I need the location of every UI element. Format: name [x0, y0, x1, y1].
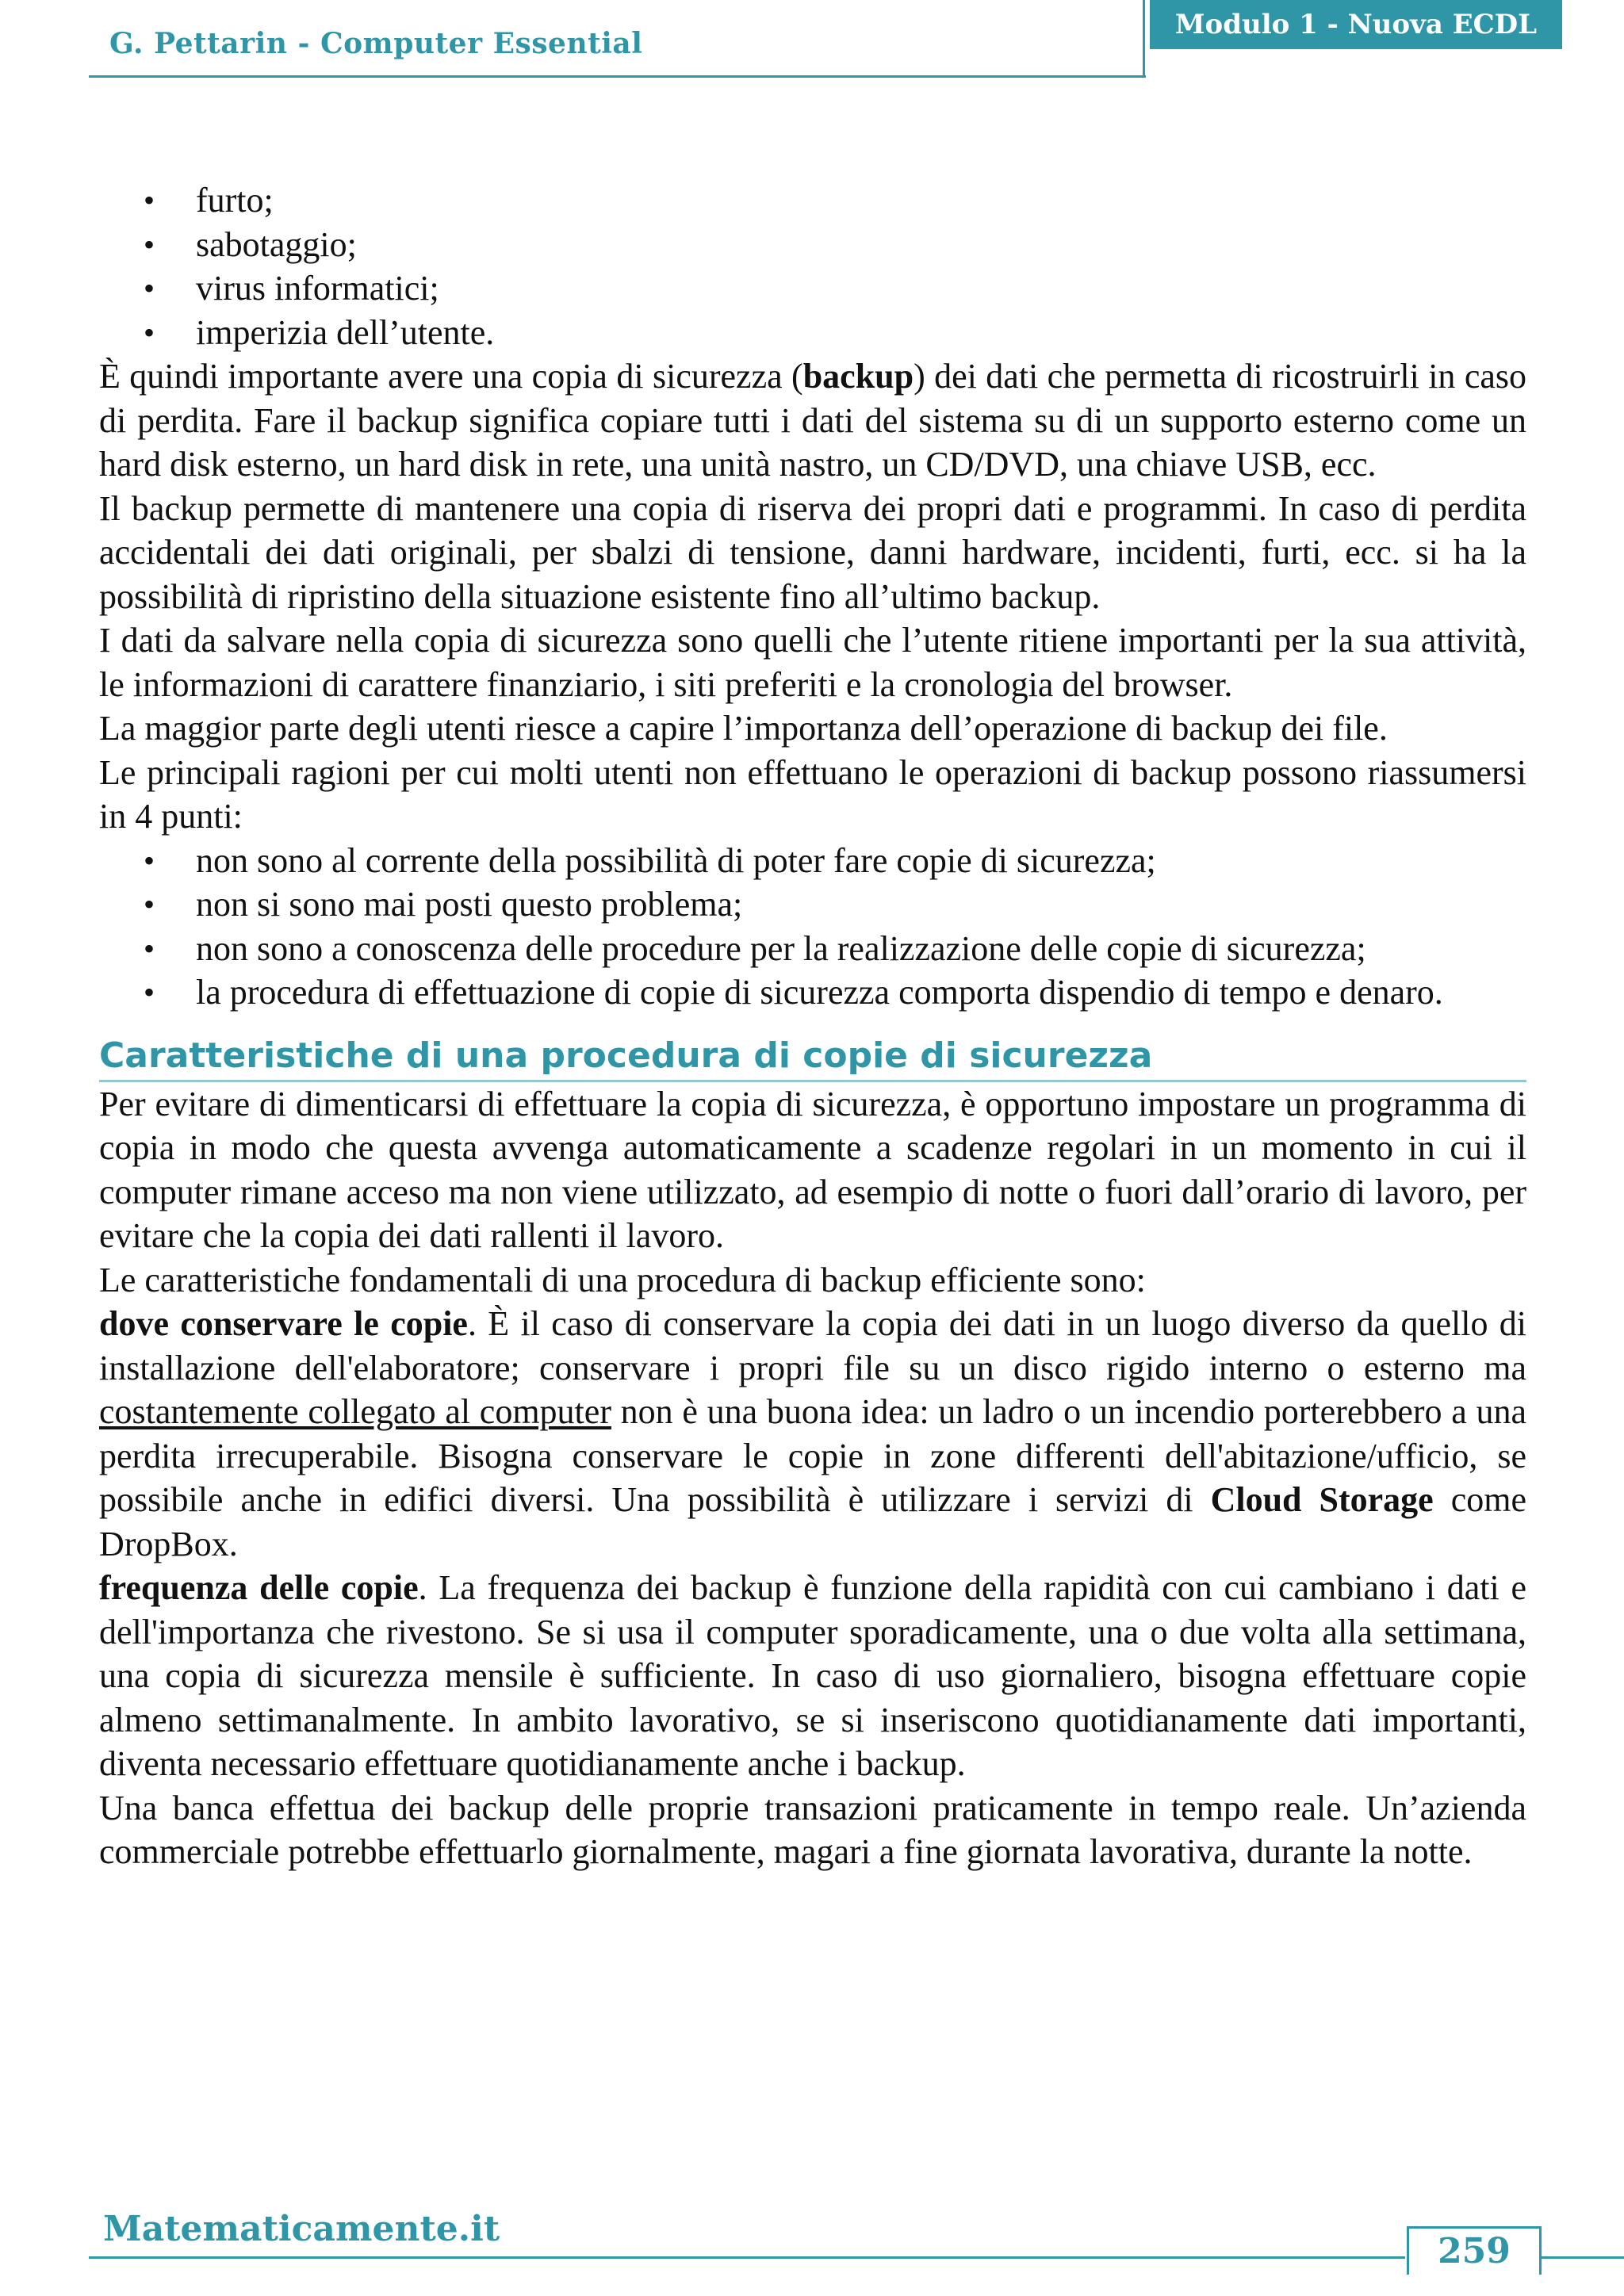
list-item: • non sono a conoscenza delle procedure per la realizzazione delle copie di sicurezza;	[99, 927, 1526, 971]
reasons-list	[99, 839, 1526, 1015]
underlined-text: costantemente collegato al computer	[99, 1392, 611, 1431]
header-module-label: Modulo 1 - Nuova ECDL	[1174, 9, 1538, 40]
list-item: • sabotaggio;	[99, 223, 1526, 267]
page-number: 259	[1407, 2226, 1542, 2275]
header-rule-vertical	[1143, 0, 1145, 78]
section-title: Caratteristiche di una procedura di copie di sicurezza	[99, 1032, 1526, 1082]
text-run: ) dei dati che permetta di ricostruirli in caso di perdita. Fare il backup significa copiare tutti i dati del sistema su di un supporto esterno come un hard disk esterno, un hard disk in rete, una unità nastro, un CD/DVD, una chiave USB, ecc.	[99, 357, 1526, 484]
text-run: come DropBox.	[99, 1480, 1526, 1563]
header-module-tab	[1150, 0, 1562, 49]
risk-list	[99, 178, 1526, 354]
footer-rule-right	[1540, 2256, 1624, 2259]
list-item: • imperizia dell’utente.	[99, 311, 1526, 355]
header-rule	[89, 75, 1146, 78]
paragraph-importance: La maggior parte degli utenti riesce a capire l’importanza dell’operazione di backup dei file.	[99, 709, 1388, 748]
page-content	[99, 178, 1526, 1874]
bold-term-cloud-storage: Cloud Storage	[1210, 1480, 1434, 1519]
bold-term-backup: backup	[802, 357, 914, 396]
text-run: È quindi importante avere una copia di sicurezza (	[99, 357, 803, 396]
text-run: . La frequenza dei backup è funzione della rapidità con cui cambiano i dati e dell'importanza che rivestono. Se si usa il computer sporadicamente, una o due volta alla settimana, una copia di sicurezza mensile è sufficiente. In caso di uso giornaliero, bisogna effettuare copie almeno settimanalmente. In ambito lavorativo, se si inseriscono quotidianamente dati importanti, diventa necessario effettuare quotidianamente anche i backup.	[99, 1568, 1526, 1783]
list-item: • non si sono mai posti questo problema;	[99, 882, 1526, 927]
text-run: . È il caso di conservare la copia dei dati in un luogo diverso da quello di installazione dell'elaboratore; conservare i propri file su un disco rigido interno o esterno ma	[99, 1304, 1527, 1387]
paragraph-reasons: Le principali ragioni per cui molti utenti non effettuano le operazioni di backup possono riassumersi in 4 punti:	[99, 752, 1526, 836]
paragraph-data-to-save: I dati da salvare nella copia di sicurezza sono quelli che l’utente ritiene importanti per la sua attività, le informazioni di carattere finanziario, i siti preferiti e la cronologia del browser.	[99, 621, 1526, 704]
list-item: • non sono al corrente della possibilità di poter fare copie di sicurezza;	[99, 839, 1526, 883]
list-item: • furto;	[99, 178, 1526, 223]
bold-term-frequency: frequenza delle copie	[99, 1568, 419, 1607]
paragraph-frequency	[99, 1566, 1526, 1786]
paragraph-characteristics: Le caratteristiche fondamentali di una procedura di backup efficiente sono:	[99, 1260, 1146, 1299]
list-item: • la procedura di effettuazione di copie di sicurezza comporta dispendio di tempo e denaro.	[99, 970, 1526, 1015]
header-author-title: G. Pettarin - Computer Essential	[109, 27, 643, 60]
text-run: non è una buona idea: un ladro o un incendio porterebbero a una perdita irrecuperabile. Bisogna conservare le copie in zone differenti dell'abitazione/ufficio, se possibile anche in edifici diversi. Una possibilità è utilizzare i servizi di	[99, 1392, 1526, 1519]
footer-site: Matematicamente.it	[103, 2209, 500, 2249]
list-item: • virus informatici;	[99, 266, 1526, 311]
bold-term-where: dove conservare le copie	[99, 1304, 468, 1343]
paragraph-backup-purpose: Il backup permette di mantenere una copia di riserva dei propri dati e programmi. In caso di perdita accidentali dei dati originali, per sbalzi di tensione, danni hardware, incidenti, furti, ecc. si ha la possibilità di ripristino della situazione esistente fino all’ultimo backup.	[99, 488, 1526, 616]
footer-rule	[89, 2256, 1405, 2259]
paragraph-examples: Una banca effettua dei backup delle proprie transazioni praticamente in tempo reale. Un’azienda commerciale potrebbe effettuarlo giornalmente, magari a fine giornata lavorativa, durante la notte.	[99, 1788, 1526, 1871]
paragraph-backup-intro	[99, 354, 1526, 487]
paragraph-automatic-copy: Per evitare di dimenticarsi di effettuare la copia di sicurezza, è opportuno impostare un programma di copia in modo che questa avvenga automaticamente a scadenze regolari in un momento in cui il computer rimane acceso ma non viene utilizzato, ad esempio di notte o fuori dall’orario di lavoro, per evitare che la copia dei dati rallenti il lavoro.	[99, 1084, 1526, 1255]
paragraph-where-to-store	[99, 1302, 1526, 1566]
